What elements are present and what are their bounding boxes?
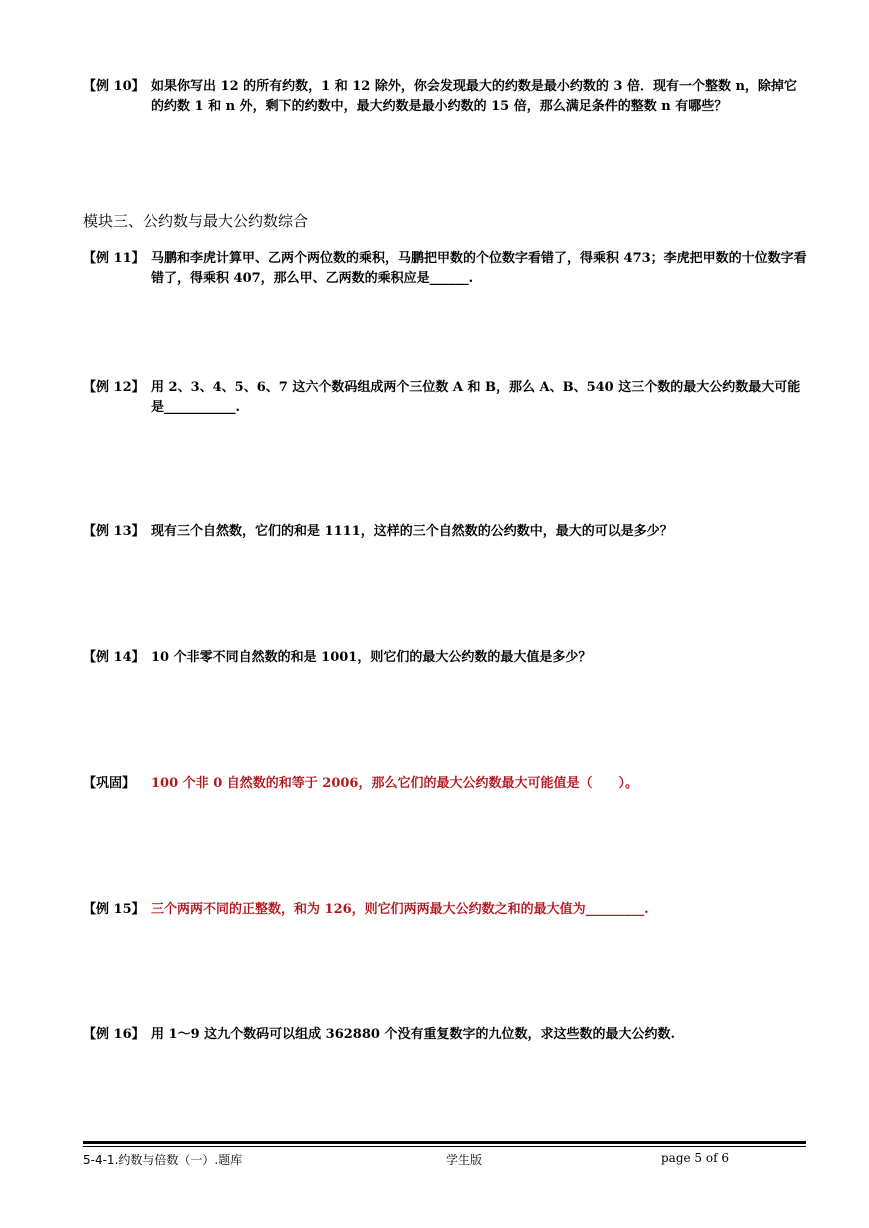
problem-tag: 【巩固】	[83, 776, 136, 791]
problem-tag: 【例 14】	[83, 650, 145, 665]
problem-example-16	[83, 1025, 809, 1045]
problem-example-12	[83, 378, 809, 418]
problem-text: 马鹏和李虎计算甲、乙两个两位数的乘积，马鹏把甲数的个位数字看错了，得乘积 473；李虎把甲数的十位数字看错了，得乘积 407，那么甲、乙两数的乘积应是______.	[151, 251, 807, 286]
problem-example-11	[83, 249, 809, 289]
footer-rule-thick	[83, 1141, 806, 1144]
footer-rule-thin	[83, 1146, 806, 1147]
problem-text: 10 个非零不同自然数的和是 1001，则它们的最大公约数的最大值是多少？	[151, 650, 592, 665]
problem-tag: 【例 13】	[83, 524, 145, 539]
problem-tag: 【例 12】	[83, 380, 145, 395]
problem-tag: 【例 15】	[83, 902, 145, 917]
problem-tag: 【例 10】	[83, 79, 145, 94]
problem-text: 用 1～9 这九个数码可以组成 362880 个没有重复数字的九位数，求这些数的最大公约数.	[151, 1027, 675, 1042]
problem-consolidation	[83, 774, 809, 794]
problem-example-14	[83, 648, 809, 668]
problem-text: 如果你写出 12 的所有约数，1 和 12 除外，你会发现最大的约数是最小约数的 3 倍．现有一个整数 n，除掉它的约数 1 和 n 外，剩下的约数中，最大约数是最小约数的 15 倍，那么满足条件的整数 n 有哪些？	[151, 79, 797, 114]
problem-tag: 【例 16】	[83, 1027, 145, 1042]
problem-example-15	[83, 900, 809, 920]
problem-tag: 【例 11】	[83, 251, 145, 266]
problem-text: 100 个非 0 自然数的和等于 2006，那么它们的最大公约数最大可能值是（ ）。	[151, 776, 638, 791]
problem-text: 三个两两不同的正整数，和为 126，则它们两两最大公约数之和的最大值为_________.	[151, 902, 649, 917]
footer-page-number: page 5 of 6	[661, 1151, 729, 1165]
problem-text: 现有三个自然数，它们的和是 1111，这样的三个自然数的公约数中，最大的可以是多少？	[151, 524, 673, 539]
section-heading: 模块三、公约数与最大公约数综合	[83, 212, 309, 230]
problem-example-10	[83, 77, 809, 117]
problem-text: 用 2、3、4、5、6、7 这六个数码组成两个三位数 A 和 B，那么 A、B、540 这三个数的最大公约数最大可能是___________.	[151, 380, 801, 415]
footer-doc-title: 5-4-1.约数与倍数（一）.题库	[83, 1153, 243, 1167]
footer-edition: 学生版	[446, 1153, 483, 1167]
problem-example-13	[83, 522, 809, 542]
